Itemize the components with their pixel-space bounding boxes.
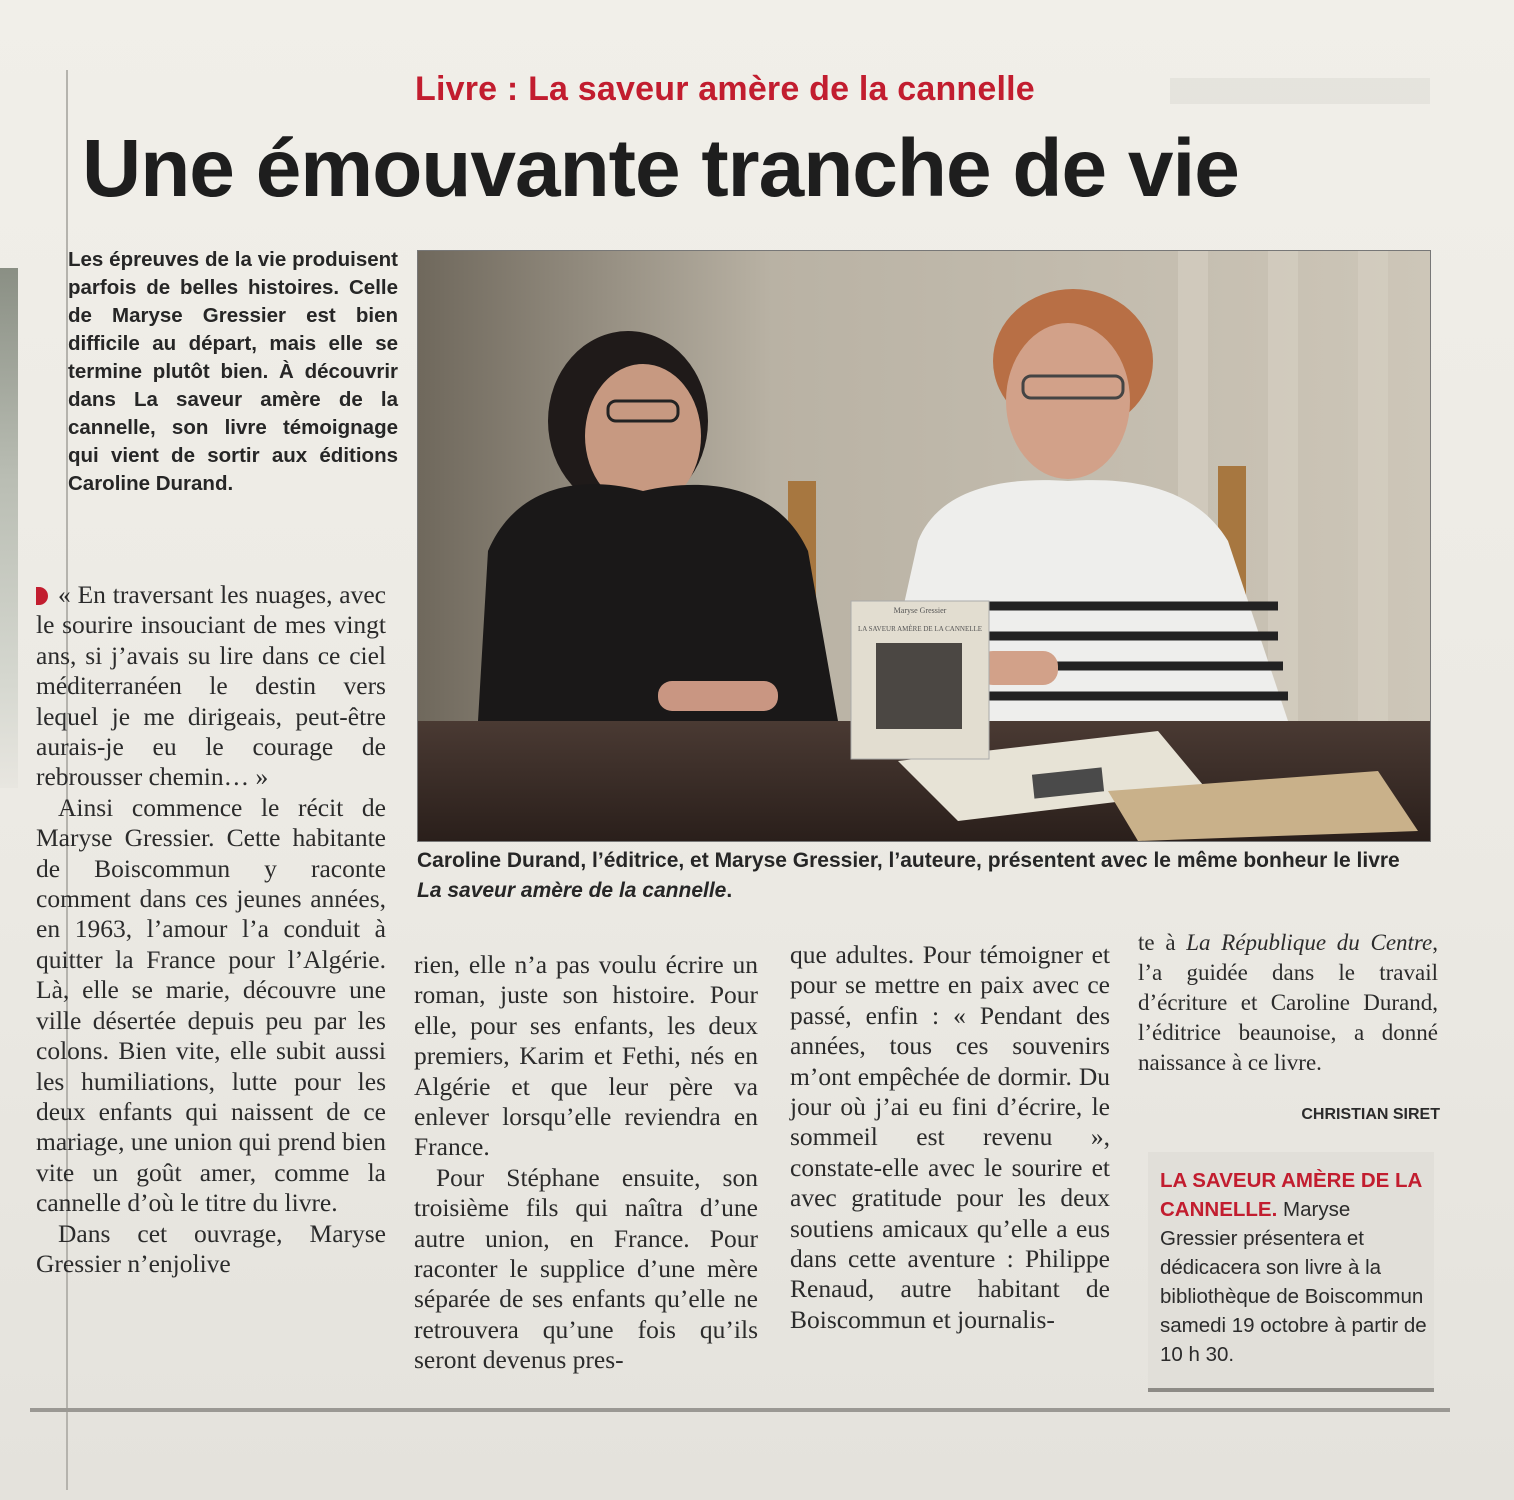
book-title: LA SAVEUR AMÈRE DE LA CANNELLE [857, 625, 983, 633]
article-lead: Les épreuves de la vie produisent parfois de belles histoires. Celle de Maryse Gressier est bien difficile au départ, mais elle se termine plutôt bien. À découvrir dans La saveur amère de la cannelle, son livre témoignage qui vient de sortir aux éditions Caroline Durand. [68, 248, 398, 495]
bottom-rule [30, 1408, 1450, 1412]
body-paragraph: que adultes. Pour témoigner et pour se mettre en paix avec ce passé, enfin : « Pendant des années, tous ces souvenirs m’ont empêchée de dormir. Du jour où j’ai eu fini d’écrire, le sommeil est revenu », constate-elle avec le sourire et avec gratitude pour les deux soutiens amicaux qu’elle a eus dans cette aventure : Philippe Renaud, autre habitant de Boiscommun et journalis- [790, 940, 1110, 1334]
book-cover [851, 601, 989, 759]
body-paragraph: Pour Stéphane ensuite, son troisième fils qui naîtra d’une autre union, en France. Pour raconter le supplice d’une mère séparée de ses enfants qu’elle ne retrouvera qu’une fois qu’ils seront devenus pres- [414, 1162, 758, 1375]
body-column-2 [414, 950, 758, 1376]
newspaper-name: La République du Centre [1186, 930, 1433, 955]
caption-end: . [726, 879, 733, 902]
book-author: Maryse Gressier [893, 606, 947, 615]
article-photo [417, 250, 1431, 842]
byline: CHRISTIAN SIRET [1301, 1106, 1440, 1123]
event-infobox [1148, 1152, 1434, 1392]
caption-book-title: La saveur amère de la cannelle [417, 879, 727, 902]
opening-quote: « En traversant les nuages, avec le sourire insouciant de mes vingt ans, si j’avais su lire dans ce ciel méditerranéen le destin vers lequel je me dirigeais, peut-être aurais-je eu le courage de rebrousser chemin… » [36, 580, 386, 792]
infobox-text: Maryse Gressier présentera et dédicacera son livre à la bibliothèque de Boiscommun samedi 19 octobre à partir de 10 h 30. [1160, 1198, 1427, 1366]
article-kicker: Livre : La saveur amère de la cannelle [415, 70, 1035, 108]
caption-main: Caroline Durand, l’éditrice, et Maryse Gressier, l’auteure, présentent avec le même bonheur le livre [417, 849, 1400, 872]
quote-bullet-icon [36, 587, 48, 605]
article-headline: Une émouvante tranche de vie [82, 123, 1239, 214]
body-column-1 [36, 580, 386, 1279]
photo-caption [417, 846, 1427, 906]
body-column-4 [1138, 928, 1438, 1078]
body-paragraph: Dans cet ouvrage, Maryse Gressier n’enjolive [36, 1218, 386, 1278]
body-paragraph: Ainsi commence le récit de Maryse Gressier. Cette habitante de Boiscommun y raconte comment dans ces jeunes années, en 1963, l’amour l’a conduit à quitter la France pour l’Algérie. Là, elle se marie, découvre une ville désertée depuis peu par les colons. Bien vite, elle subit aussi les humiliations, lutte pour les deux enfants qui naissent de ce mariage, une union qui prend bien vite un goût amer, comme la cannelle d’où le titre du livre. [36, 792, 386, 1218]
col4-start: te à [1138, 930, 1187, 955]
adjacent-photo-edge [0, 268, 18, 788]
body-paragraph: rien, elle n’a pas voulu écrire un roman, juste son histoire. Pour elle, pour ses enfants, les deux premiers, Karim et Fethi, nés en Algérie et que leur père va enlever lorsqu’elle reviendra en France. [414, 950, 758, 1162]
col4-end: , l’a guidée dans le travail d’écriture et Caroline Durand, l’éditrice beaunoise, a donné naissance à ce livre. [1138, 930, 1438, 1075]
photo-illustration [418, 251, 1430, 841]
infobox-title: LA SAVEUR AMÈRE DE LA CANNELLE. [1160, 1169, 1422, 1221]
bleed-through-shadow [1170, 78, 1430, 104]
body-column-3 [790, 940, 1110, 1335]
